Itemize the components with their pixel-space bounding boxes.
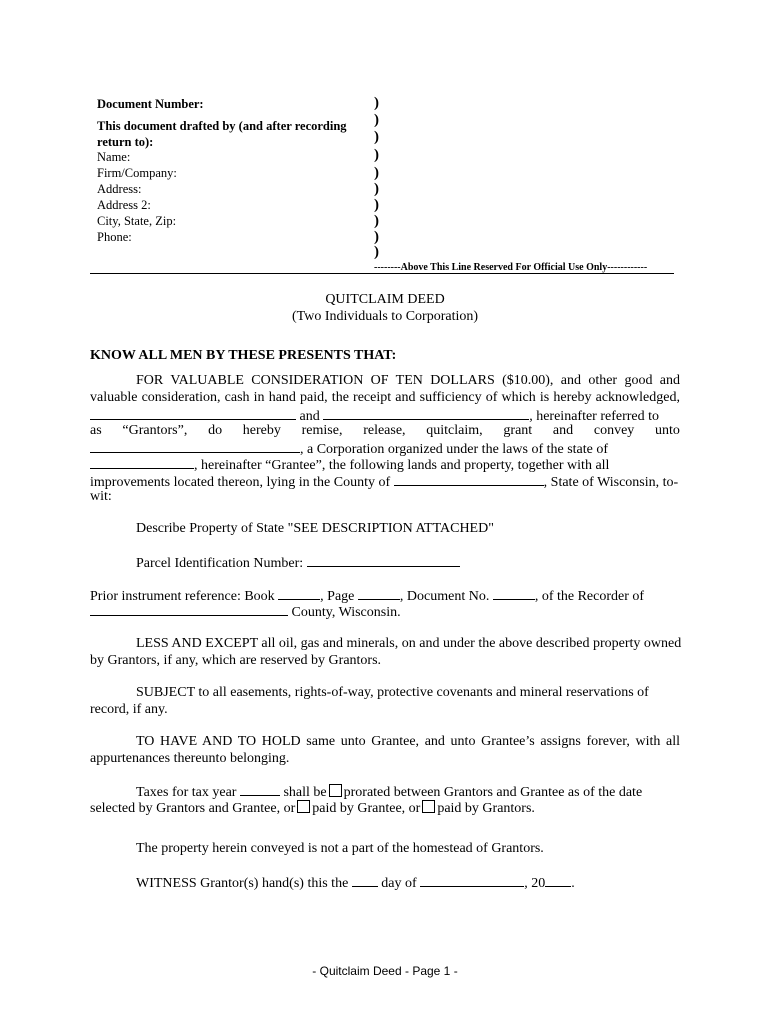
recorder-county-blank[interactable] — [90, 603, 288, 616]
address2-label: Address 2: — [97, 198, 151, 212]
taxes-line-2 — [90, 800, 535, 818]
less-except-line-2: by Grantors, if any, which are reserved by Grantors. — [90, 653, 382, 668]
wit-text: wit: — [90, 489, 112, 504]
paren: ) — [374, 95, 379, 111]
name-label: Name: — [97, 150, 131, 164]
day-blank[interactable] — [352, 874, 378, 887]
homestead-statement: The property herein conveyed is not a part of the homestead of Grantors. — [136, 841, 544, 856]
recorder-label: , of the Recorder of — [534, 589, 645, 604]
grantee-blank[interactable] — [90, 440, 300, 453]
book-blank[interactable] — [278, 587, 320, 600]
subject-line-2: record, if any. — [90, 702, 168, 717]
grantor-1-blank[interactable] — [90, 407, 296, 420]
grantors-line — [90, 423, 680, 440]
book-label: Prior instrument reference: Book — [90, 589, 275, 604]
period-text: . — [571, 876, 575, 891]
consideration-line-2: valuable consideration, cash in hand paid, the receipt and sufficiency of which is hereby acknowledged, — [90, 390, 680, 405]
word: remise, — [301, 423, 343, 438]
deed-title: QUITCLAIM DEED — [325, 292, 445, 307]
taxes-line-1 — [136, 783, 642, 802]
paren: ) — [374, 165, 379, 181]
word: “Grantors”, — [122, 423, 188, 438]
city-state-zip-label: City, State, Zip: — [97, 214, 177, 228]
prorated-text: prorated between Grantors and Grantee as of the date — [343, 785, 643, 800]
wisconsin-text: , State of Wisconsin, to- — [543, 475, 679, 490]
witness-line — [136, 874, 575, 893]
parcel-id-label: Parcel Identification Number: — [136, 556, 304, 571]
page-footer — [0, 964, 770, 978]
county-blank[interactable] — [394, 473, 544, 486]
grantor-2-blank[interactable] — [323, 407, 529, 420]
word: release, — [363, 423, 406, 438]
less-except-line-1: LESS AND EXCEPT all oil, gas and minerals, on and under the above described property owned — [136, 636, 682, 651]
corporation-text: , a Corporation organized under the laws of the state of — [300, 442, 609, 457]
word: quitclaim, — [426, 423, 483, 438]
recorder-county-line — [90, 603, 401, 622]
know-all-men-heading: KNOW ALL MEN BY THESE PRESENTS THAT: — [90, 348, 397, 363]
property-description: Describe Property of State "SEE DESCRIPTION ATTACHED" — [136, 521, 494, 536]
firm-label: Firm/Company: — [97, 166, 177, 180]
paren: ) — [374, 229, 379, 245]
word: unto — [655, 423, 680, 438]
paren: ) — [374, 112, 379, 128]
document-no-label: , Document No. — [399, 589, 490, 604]
paren: ) — [374, 244, 379, 260]
paren: ) — [374, 129, 379, 145]
and-text: and — [299, 409, 320, 424]
paren: ) — [374, 197, 379, 213]
word: as — [90, 423, 102, 438]
county-wisconsin-text: County, Wisconsin. — [291, 605, 401, 620]
document-number-label: Document Number: — [97, 97, 204, 111]
page-label: , Page — [320, 589, 355, 604]
word: grant — [503, 423, 533, 438]
habendum-line-2: appurtenances thereunto belonging. — [90, 751, 290, 766]
tax-year-blank[interactable] — [240, 783, 280, 796]
day-of-text: day of — [381, 876, 417, 891]
page-blank[interactable] — [358, 587, 400, 600]
paren: ) — [374, 213, 379, 229]
subject-line-1: SUBJECT to all easements, rights-of-way, protective covenants and mineral reservations of — [136, 685, 649, 700]
parcel-id-line — [136, 554, 460, 573]
county-line — [90, 473, 680, 492]
header-divider — [90, 273, 674, 274]
footer-dash: - — [450, 964, 458, 978]
deed-subtitle: (Two Individuals to Corporation) — [291, 309, 479, 324]
paid-by-grantee-text: paid by Grantee, or — [312, 801, 421, 816]
paren: ) — [374, 147, 379, 163]
word: do — [208, 423, 223, 438]
witness-text: WITNESS Grantor(s) hand(s) this the — [136, 876, 349, 891]
year-prefix-text: , 20 — [524, 876, 546, 891]
footer-title: - Quitclaim Deed - — [312, 964, 413, 978]
paid-by-grantee-checkbox[interactable] — [297, 800, 310, 813]
improvements-text: improvements located thereon, lying in the County of — [90, 475, 391, 490]
paid-by-grantors-text: paid by Grantors. — [437, 801, 535, 816]
state-line — [90, 456, 680, 475]
year-blank[interactable] — [545, 874, 571, 887]
paid-by-grantors-checkbox[interactable] — [422, 800, 435, 813]
habendum-line-1: TO HAVE AND TO HOLD same unto Grantee, and unto Grantee’s assigns forever, with all — [136, 734, 680, 749]
month-blank[interactable] — [420, 874, 524, 887]
tax-year-label: Taxes for tax year — [136, 785, 237, 800]
page-number: Page 1 — [412, 964, 451, 978]
word: and — [552, 423, 574, 438]
prorated-checkbox[interactable] — [329, 784, 342, 797]
paren: ) — [374, 181, 379, 197]
address-label: Address: — [97, 182, 142, 196]
document-no-blank[interactable] — [493, 587, 535, 600]
grantee-text: , hereinafter “Grantee”, the following lands and property, together with all — [194, 458, 610, 473]
state-blank[interactable] — [90, 456, 194, 469]
selected-text: selected by Grantors and Grantee, or — [90, 801, 296, 816]
referred-to-text: , hereinafter referred to — [529, 409, 660, 424]
word: convey — [593, 423, 635, 438]
consideration-line-1: FOR VALUABLE CONSIDERATION OF TEN DOLLARS ($10.00), and other good and — [136, 373, 680, 388]
word: hereby — [242, 423, 281, 438]
parcel-id-blank[interactable] — [307, 554, 460, 567]
drafted-by-label: This document drafted by (and after recording — [97, 119, 347, 133]
phone-label: Phone: — [97, 230, 132, 244]
return-to-label: return to): — [97, 135, 154, 149]
official-use-notice: --------Above This Line Reserved For Official Use Only------------ — [374, 262, 648, 273]
shall-be-text: shall be — [283, 785, 327, 800]
